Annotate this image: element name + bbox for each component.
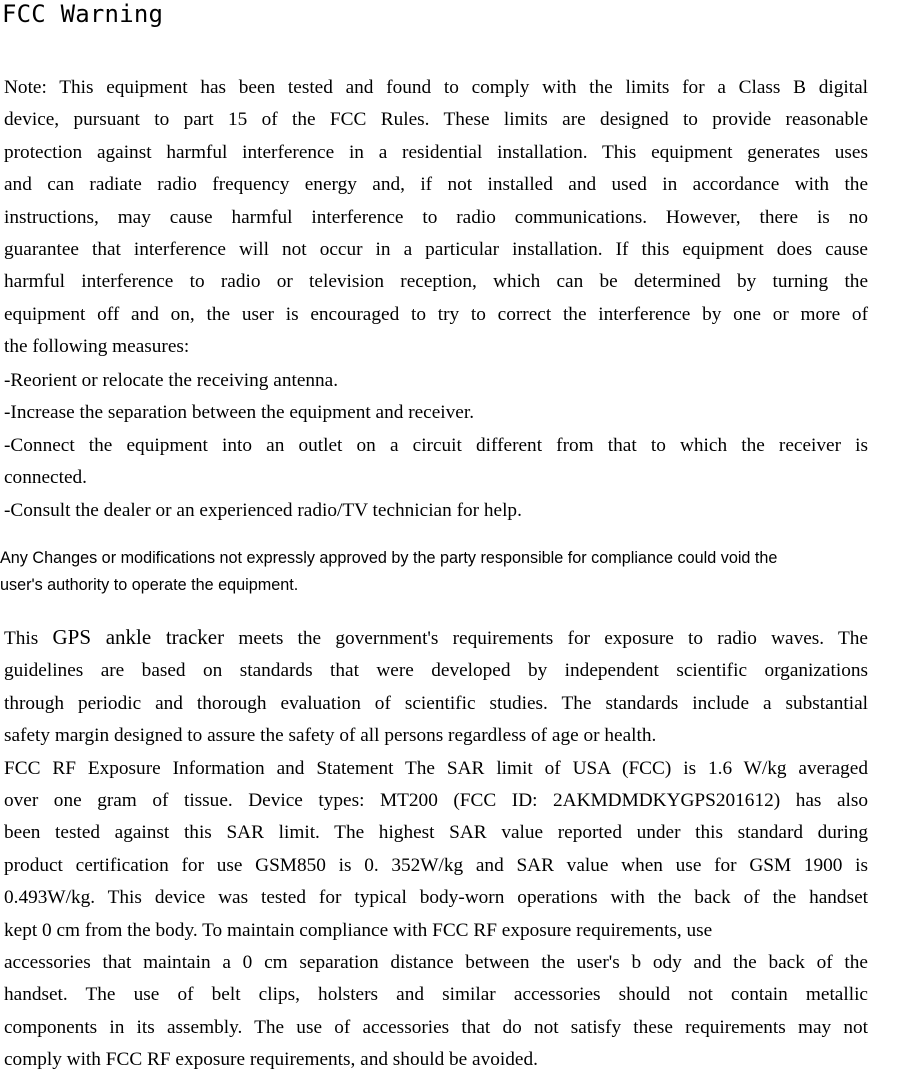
sar-line: 0.493W/kg. This device was tested for typical body-worn operations with the back of the handset (4, 887, 868, 909)
sar-line: over one gram of tissue. Device types: MT200 (FCC ID: 2AKMDMDKYGPS201612) has also (4, 790, 868, 812)
measure-item: -Reorient or relocate the receiving antenna. (4, 370, 339, 391)
sar-line: comply with FCC RF exposure requirements, and should be avoided. (4, 1049, 538, 1071)
changes-notice-line: user's authority to operate the equipment. (0, 576, 299, 594)
device-name: GPS ankle tracker (52, 625, 225, 649)
changes-notice (0, 545, 900, 599)
measures-list (4, 365, 868, 527)
note-line: and can radiate radio frequency energy and, if not installed and used in accordance with the (4, 174, 868, 196)
measure-item: -Increase the separation between the equipment and receiver. (4, 402, 475, 424)
sar-line: handset. The use of belt clips, holsters and similar accessories should not contain metallic (4, 984, 868, 1006)
measure-item-continuation: connected. (4, 467, 87, 489)
note-line: the following measures: (4, 336, 190, 358)
sar-line: accessories that maintain a 0 cm separation distance between the user's b ody and the back of the (4, 952, 868, 974)
sar-line: through periodic and thorough evaluation of scientific studies. The standards include a substantial (4, 692, 868, 714)
sar-line: kept 0 cm from the body. To maintain compliance with FCC RF exposure requirements, use (4, 919, 713, 941)
note-line: guarantee that interference will not occur in a particular installation. If this equipment does cause (4, 239, 868, 261)
measure-item: -Consult the dealer or an experienced radio/TV technician for help. (4, 499, 522, 521)
sar-statement (4, 621, 868, 1077)
sar-line: safety margin designed to assure the safety of all persons regardless of age or health. (4, 725, 657, 747)
fcc-note-paragraph (4, 72, 868, 364)
sar-line: components in its assembly. The use of accessories that do not satisfy these requirements may not (4, 1016, 868, 1038)
note-line: harmful interference to radio or television reception, which can be determined by turning the (4, 271, 868, 293)
sar-lead-suffix: meets the government's requirements for exposure to radio waves. The (224, 628, 868, 649)
note-line: device, pursuant to part 15 of the FCC Rules. These limits are designed to provide reasonable (4, 109, 868, 131)
note-line: protection against harmful interference in a residential installation. This equipment generates uses (4, 141, 868, 163)
note-line: equipment off and on, the user is encouraged to try to correct the interference by one or more of (4, 303, 868, 325)
note-line: instructions, may cause harmful interference to radio communications. However, there is no (4, 206, 868, 228)
measure-item: -Connect the equipment into an outlet on a circuit different from that to which the receiver is (4, 434, 868, 456)
page-title: FCC Warning (2, 0, 164, 28)
sar-line: product certification for use GSM850 is 0. 352W/kg and SAR value when use for GSM 1900 is (4, 854, 868, 876)
sar-line: guidelines are based on standards that were developed by independent scientific organizations (4, 660, 868, 682)
sar-line: been tested against this SAR limit. The highest SAR value reported under this standard during (4, 822, 868, 844)
sar-lead-prefix: This (4, 628, 53, 649)
changes-notice-line: Any Changes or modifications not expressly approved by the party responsible for compliance could void the (0, 549, 778, 567)
sar-lead-line (4, 621, 868, 655)
note-line: Note: This equipment has been tested and found to comply with the limits for a Class B digital (4, 77, 868, 98)
sar-line: FCC RF Exposure Information and Statement The SAR limit of USA (FCC) is 1.6 W/kg averaged (4, 757, 868, 779)
